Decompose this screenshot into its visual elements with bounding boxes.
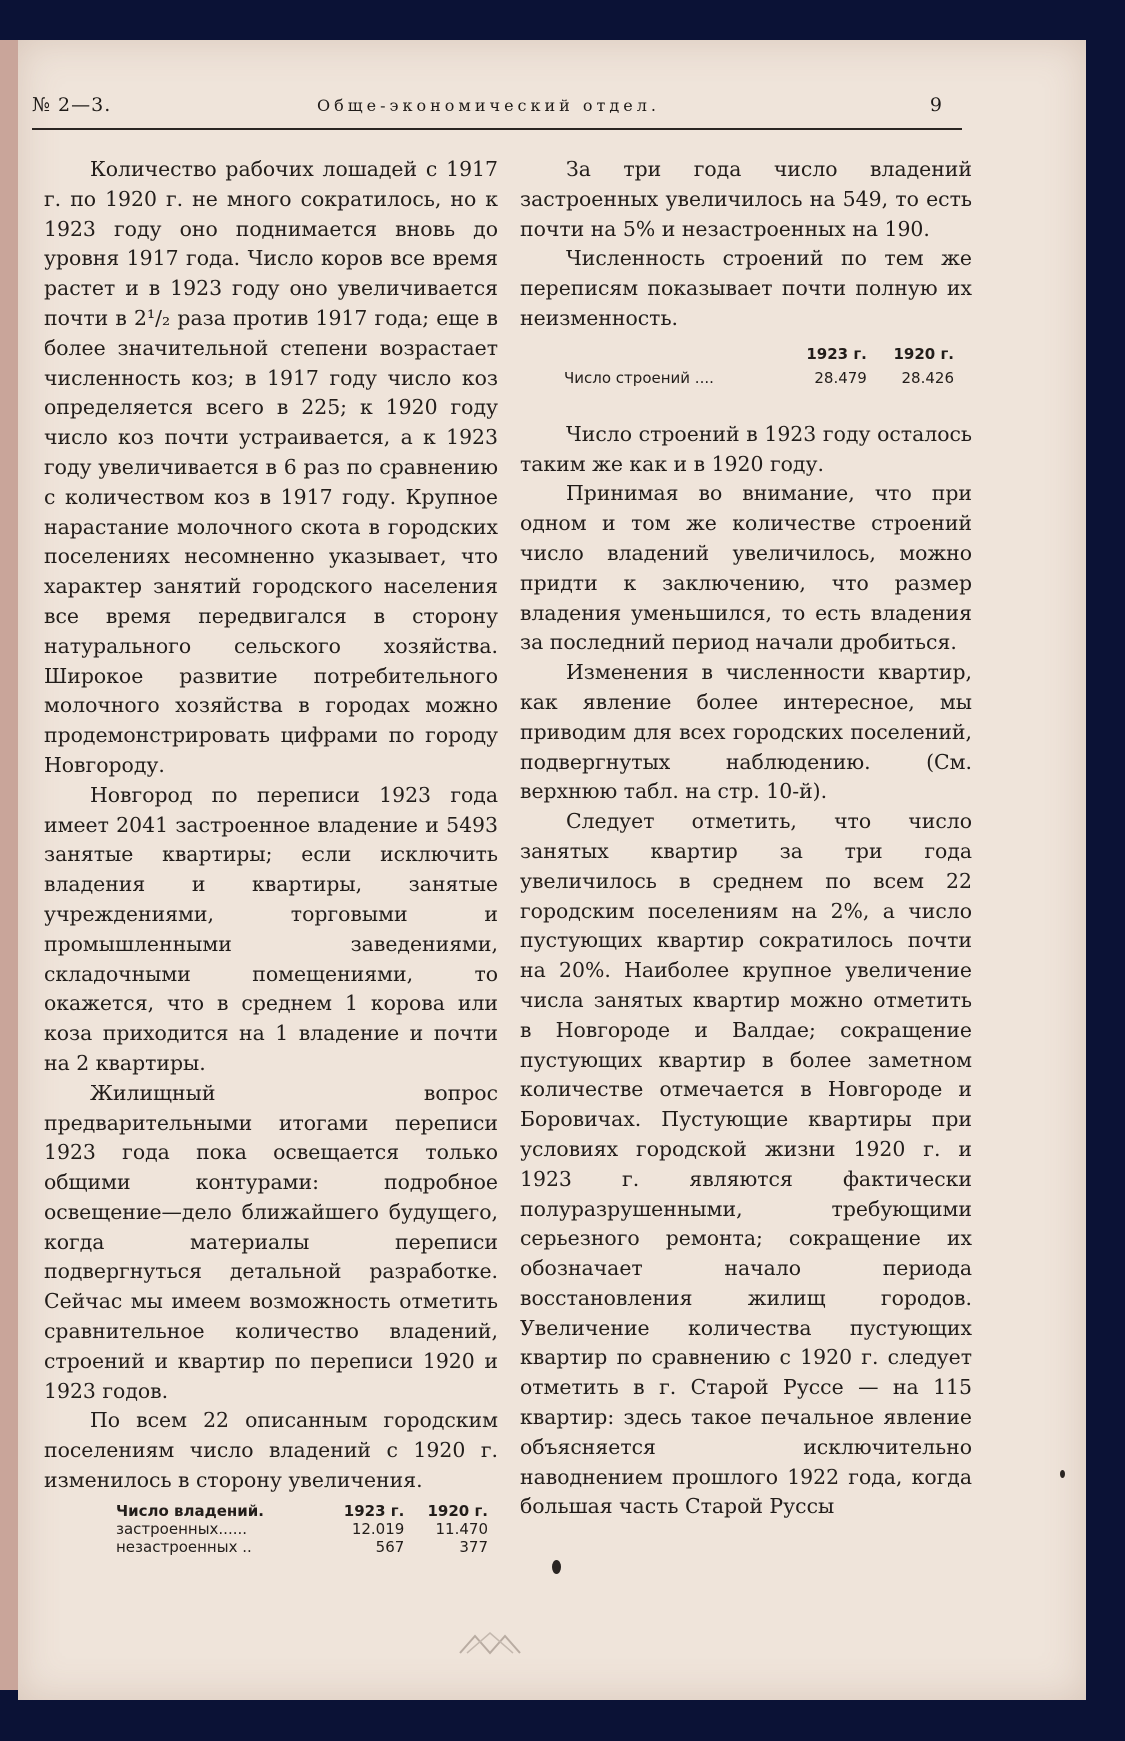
table-header: 1923 г. bbox=[343, 1501, 405, 1520]
adjacent-page-edge bbox=[0, 40, 18, 1690]
paragraph: Изменения в численности квартир, как явление более интересное, мы приводим для всех городских поселений, подвергнутых наблюдению. (См. верхнюю табл. на стр. 10-й). bbox=[520, 660, 972, 804]
table-header: Число владений. bbox=[116, 1501, 265, 1520]
value-1920: 11.470 bbox=[435, 1519, 488, 1538]
table-row bbox=[564, 366, 954, 390]
table-header-row bbox=[116, 1502, 488, 1520]
paragraph: Число строений в 1923 году осталось таким же как и в 1920 году. bbox=[520, 421, 972, 476]
paragraph: Следует отметить, что число занятых квартир за три года увеличилось в среднем по всем 22 городским поселениям на 2%, а число пустующих квартир сократилось почти на 20%. Наиболее крупное увеличение числа занятых квартир можно отметить в Новгороде и Валдае; сокращение пустующих квартир в более заметном количестве отмечается в Новгороде и Боровичах. Пустующие квартиры при условиях городской жизни 1920 г. и 1923 г. являются фактически полуразрушенными, требующими серьезного ремонта; сокращение их обозначает начало периода восстановления жилищ городов. Увеличение количества пустующих квартир по сравнению с 1920 г. следует отметить в г. Старой Руссе — на 115 квартир: здесь такое печальное явление объясняется исключительно наводнением прошлого 1922 года, когда большая часть Старой Руссы bbox=[520, 809, 972, 1519]
paragraph: Количество рабочих лошадей с 1917 г. по 1920 г. не много сократилось, но к 1923 году оно поднимается вновь до уровня 1917 года. Число коров все время растет и в 1923 году оно увеличивается почти в 2¹/₂ раза против 1917 года; еще в более значительной степени возрастает численность коз; в 1917 году число коз определяется всего в 225; к 1920 году число коз почти устраивается, а к 1923 году увеличивается в 6 раз по сравнению с количеством коз в 1917 году. Крупное нарастание молочного скота в городских поселениях несомненно указывает, что характер занятий городского населения все время передвигался в сторону натурального сельского хозяйства. Широкое развитие потребительного молочного хозяйства в городах можно продемонстрировать цифрами по городу Новгороду. bbox=[44, 157, 498, 777]
value-1923: 567 bbox=[375, 1537, 405, 1556]
paragraph: По всем 22 описанным городским поселениям число владений с 1920 г. изменилось в сторону увеличения. bbox=[44, 1408, 498, 1493]
holdings-table bbox=[116, 1502, 488, 1556]
ink-dot bbox=[1060, 1470, 1065, 1478]
right-column bbox=[520, 155, 972, 1522]
ink-blot bbox=[552, 1560, 561, 1574]
value-1920: 377 bbox=[459, 1537, 488, 1556]
running-header bbox=[32, 94, 962, 130]
row-label: застроенных...... bbox=[116, 1519, 248, 1538]
table-header-row bbox=[564, 342, 954, 366]
row-label: Число строений .... bbox=[564, 368, 714, 387]
table-header: 1920 г. bbox=[427, 1501, 488, 1520]
value-1923: 12.019 bbox=[351, 1519, 405, 1538]
table-row bbox=[116, 1520, 488, 1538]
paragraph: Принимая во внимание, что при одном и том же количестве строений число владений увеличилось, можно придти к заключению, что размер владения уменьшился, то есть владения за последний период начали дробиться. bbox=[520, 481, 972, 655]
section-title: Обще-экономический отдел. bbox=[317, 96, 660, 115]
paragraph: Жилищный вопрос предварительными итогами переписи 1923 года пока освещается только общими контурами: подробное освещение—дело ближайшего будущего, когда материалы переписи подвергнуться детальной разработке. Сейчас мы имеем возможность отметить сравнительное количество владений, строений и квартир по переписи 1920 и 1923 годов. bbox=[44, 1080, 498, 1403]
paragraph: Новгород по переписи 1923 года имеет 2041 застроенное владение и 5493 занятые квартиры; если исключить владения и квартиры, занятые учреждениями, торговыми и промышленными заведениями, складочными помещениями, то окажется, что в среднем 1 корова или коза приходится на 1 владение и почти на 2 квартиры. bbox=[44, 782, 498, 1075]
paragraph: За три года число владений застроенных увеличилось на 549, то есть почти на 5% и незастроенных на 190. bbox=[520, 157, 972, 241]
value-1920: 28.426 bbox=[901, 368, 954, 387]
table-header: 1923 г. bbox=[806, 344, 867, 363]
left-column bbox=[44, 155, 498, 1556]
table-header: 1920 г. bbox=[893, 344, 954, 363]
table-header bbox=[564, 342, 780, 366]
row-label: незастроенных .. bbox=[116, 1537, 252, 1556]
value-1923: 28.479 bbox=[814, 368, 867, 387]
issue-number: № 2—3. bbox=[32, 94, 112, 116]
buildings-table bbox=[564, 342, 954, 390]
page-number: 9 bbox=[929, 94, 942, 116]
table-row bbox=[116, 1538, 488, 1556]
paragraph: Численность строений по тем же переписям показывает почти полную их неизменность. bbox=[520, 246, 972, 330]
ornament-icon bbox=[455, 1628, 525, 1658]
